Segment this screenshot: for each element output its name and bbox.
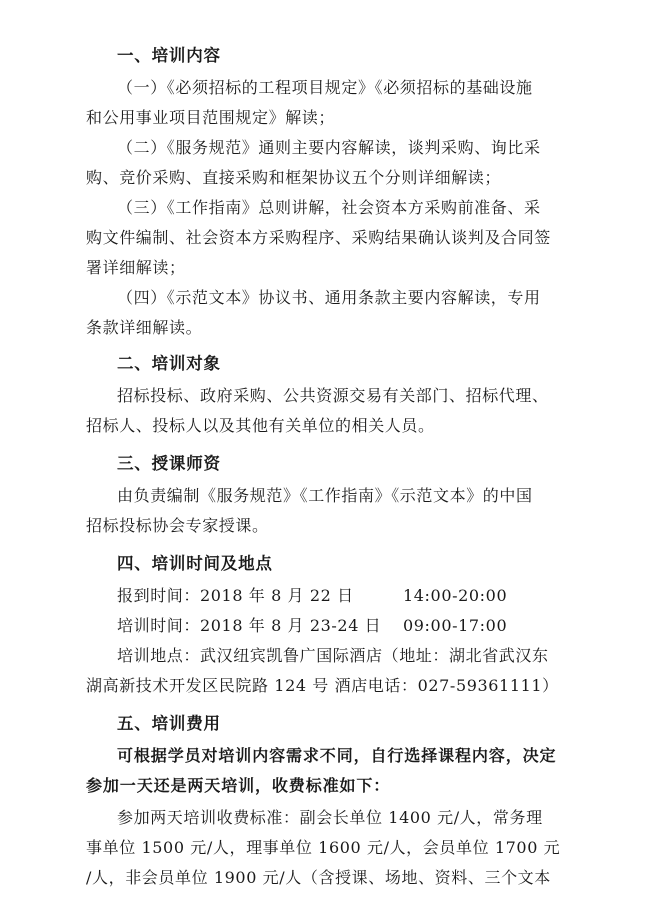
paragraph-line: 署详细解读； bbox=[86, 258, 186, 277]
paragraph-line: 招标人、投标人以及其他有关单位的相关人员。 bbox=[86, 416, 435, 435]
checkin-label: 报到时间：2018 年 8 月 22 日 bbox=[117, 586, 354, 605]
paragraph-line: 招标投标协会专家授课。 bbox=[86, 516, 269, 535]
venue-line: 培训地点：武汉纽宾凯鲁广国际酒店（地址：湖北省武汉东 bbox=[117, 646, 549, 665]
paragraph-line: （二）《服务规范》通则主要内容解读，谈判采购、询比采 bbox=[117, 138, 541, 157]
fees-bold-line: 可根据学员对培训内容需求不同，自行选择课程内容，决定 bbox=[117, 746, 557, 765]
paragraph-line: （一）《必须招标的工程项目规定》《必须招标的基础设施 bbox=[117, 78, 533, 97]
paragraph-line: （三）《工作指南》总则讲解，社会资本方采购前准备、采 bbox=[117, 198, 541, 217]
paragraph-line: 购、竞价采购、直接采购和框架协议五个分则详细解读； bbox=[86, 168, 502, 187]
section-heading-audience: 二、培训对象 bbox=[117, 354, 221, 373]
training-time-line bbox=[117, 614, 507, 638]
section-heading-lecturers: 三、授课师资 bbox=[117, 454, 221, 473]
paragraph-line: （四）《示范文本》协议书、通用条款主要内容解读，专用 bbox=[117, 288, 541, 307]
fees-line: 参加两天培训收费标准：副会长单位 1400 元/人，常务理 bbox=[117, 808, 543, 827]
checkin-time-line bbox=[117, 584, 507, 608]
checkin-hours: 14:00-20:00 bbox=[403, 586, 508, 605]
paragraph-line: 和公用事业项目范围规定》解读； bbox=[86, 108, 336, 127]
section-heading-time-location: 四、培训时间及地点 bbox=[117, 554, 273, 573]
paragraph-line: 招标投标、政府采购、公共资源交易有关部门、招标代理、 bbox=[117, 386, 549, 405]
paragraph-line: 购文件编制、社会资本方采购程序、采购结果确认谈判及合同签 bbox=[86, 228, 551, 247]
training-hours: 09:00-17:00 bbox=[403, 616, 508, 635]
section-heading-content: 一、培训内容 bbox=[117, 46, 221, 65]
fees-line: /人，非会员单位 1900 元/人（含授课、场地、资料、三个文本 bbox=[86, 868, 551, 887]
venue-line: 湖高新技术开发区民院路 124 号 酒店电话：027-59361111） bbox=[86, 676, 559, 695]
paragraph-line: 条款详细解读。 bbox=[86, 318, 203, 337]
fees-bold-line: 参加一天还是两天培训，收费标准如下： bbox=[86, 776, 391, 795]
section-heading-fees: 五、培训费用 bbox=[117, 714, 221, 733]
training-label: 培训时间：2018 年 8 月 23-24 日 bbox=[117, 616, 382, 635]
paragraph-line: 由负责编制《服务规范》《工作指南》《示范文本》的中国 bbox=[117, 486, 533, 505]
fees-line: 事单位 1500 元/人，理事单位 1600 元/人，会员单位 1700 元 bbox=[86, 838, 561, 857]
